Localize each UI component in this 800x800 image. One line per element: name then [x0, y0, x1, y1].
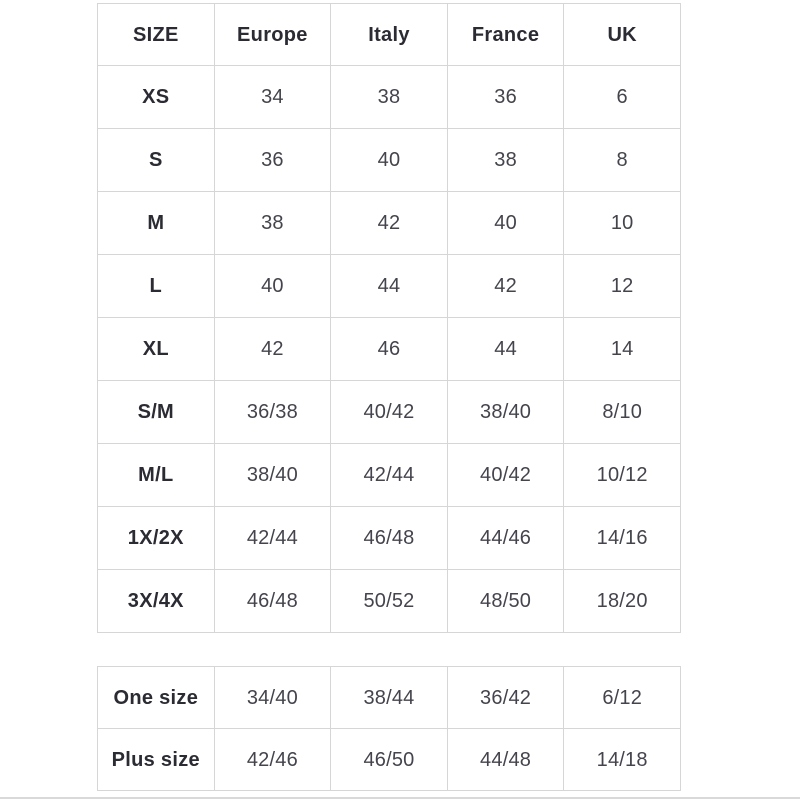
size-value-cell: 42 — [447, 255, 564, 318]
size-value-cell: 40 — [447, 192, 564, 255]
table-row — [98, 444, 681, 507]
size-value-cell: 14/18 — [564, 729, 681, 791]
size-value-cell: 10/12 — [564, 444, 681, 507]
size-label-cell: 1X/2X — [98, 507, 215, 570]
column-header-cell: SIZE — [98, 4, 215, 66]
size-value-cell: 6 — [564, 66, 681, 129]
table-row — [98, 129, 681, 192]
table-row — [98, 192, 681, 255]
size-label-cell: S/M — [98, 381, 215, 444]
size-label-cell: XS — [98, 66, 215, 129]
size-value-cell: 12 — [564, 255, 681, 318]
size-value-cell: 18/20 — [564, 570, 681, 633]
size-value-cell: 44/48 — [447, 729, 564, 791]
table-row — [98, 667, 681, 729]
column-header-cell: UK — [564, 4, 681, 66]
size-label-cell: M — [98, 192, 215, 255]
size-value-cell: 46/48 — [331, 507, 448, 570]
size-value-cell: 36 — [447, 66, 564, 129]
size-label-cell: One size — [98, 667, 215, 729]
size-value-cell: 14/16 — [564, 507, 681, 570]
size-value-cell: 44/46 — [447, 507, 564, 570]
table-row — [98, 66, 681, 129]
size-value-cell: 36/42 — [447, 667, 564, 729]
size-value-cell: 40/42 — [331, 381, 448, 444]
size-value-cell: 8/10 — [564, 381, 681, 444]
size-value-cell: 48/50 — [447, 570, 564, 633]
table-row — [98, 318, 681, 381]
size-value-cell: 42 — [214, 318, 331, 381]
size-value-cell: 46 — [331, 318, 448, 381]
size-value-cell: 36 — [214, 129, 331, 192]
table-row — [98, 507, 681, 570]
size-label-cell: M/L — [98, 444, 215, 507]
size-value-cell: 38/44 — [331, 667, 448, 729]
column-header-cell: Italy — [331, 4, 448, 66]
size-label-cell: L — [98, 255, 215, 318]
special-sizes-table-body — [98, 667, 681, 791]
size-value-cell: 42/44 — [214, 507, 331, 570]
column-header-cell: Europe — [214, 4, 331, 66]
size-value-cell: 40 — [331, 129, 448, 192]
size-label-cell: 3X/4X — [98, 570, 215, 633]
size-value-cell: 42 — [331, 192, 448, 255]
size-value-cell: 8 — [564, 129, 681, 192]
special-sizes-table — [97, 666, 681, 791]
size-value-cell: 34 — [214, 66, 331, 129]
size-value-cell: 38/40 — [214, 444, 331, 507]
size-value-cell: 38 — [214, 192, 331, 255]
header-row — [98, 4, 681, 66]
size-value-cell: 46/50 — [331, 729, 448, 791]
size-value-cell: 44 — [447, 318, 564, 381]
table-row — [98, 729, 681, 791]
size-value-cell: 38 — [447, 129, 564, 192]
size-value-cell: 38 — [331, 66, 448, 129]
size-value-cell: 40 — [214, 255, 331, 318]
size-value-cell: 42/44 — [331, 444, 448, 507]
size-value-cell: 34/40 — [214, 667, 331, 729]
size-label-cell: XL — [98, 318, 215, 381]
table-row — [98, 255, 681, 318]
size-conversion-table-body — [98, 66, 681, 633]
size-value-cell: 46/48 — [214, 570, 331, 633]
table-row — [98, 381, 681, 444]
table-row — [98, 570, 681, 633]
size-value-cell: 42/46 — [214, 729, 331, 791]
size-value-cell: 44 — [331, 255, 448, 318]
size-conversion-table-header — [98, 4, 681, 66]
size-value-cell: 6/12 — [564, 667, 681, 729]
size-value-cell: 50/52 — [331, 570, 448, 633]
section-divider — [0, 797, 800, 799]
size-conversion-table — [97, 3, 681, 633]
size-value-cell: 14 — [564, 318, 681, 381]
size-value-cell: 36/38 — [214, 381, 331, 444]
size-label-cell: Plus size — [98, 729, 215, 791]
size-label-cell: S — [98, 129, 215, 192]
size-value-cell: 38/40 — [447, 381, 564, 444]
size-value-cell: 10 — [564, 192, 681, 255]
column-header-cell: France — [447, 4, 564, 66]
size-value-cell: 40/42 — [447, 444, 564, 507]
